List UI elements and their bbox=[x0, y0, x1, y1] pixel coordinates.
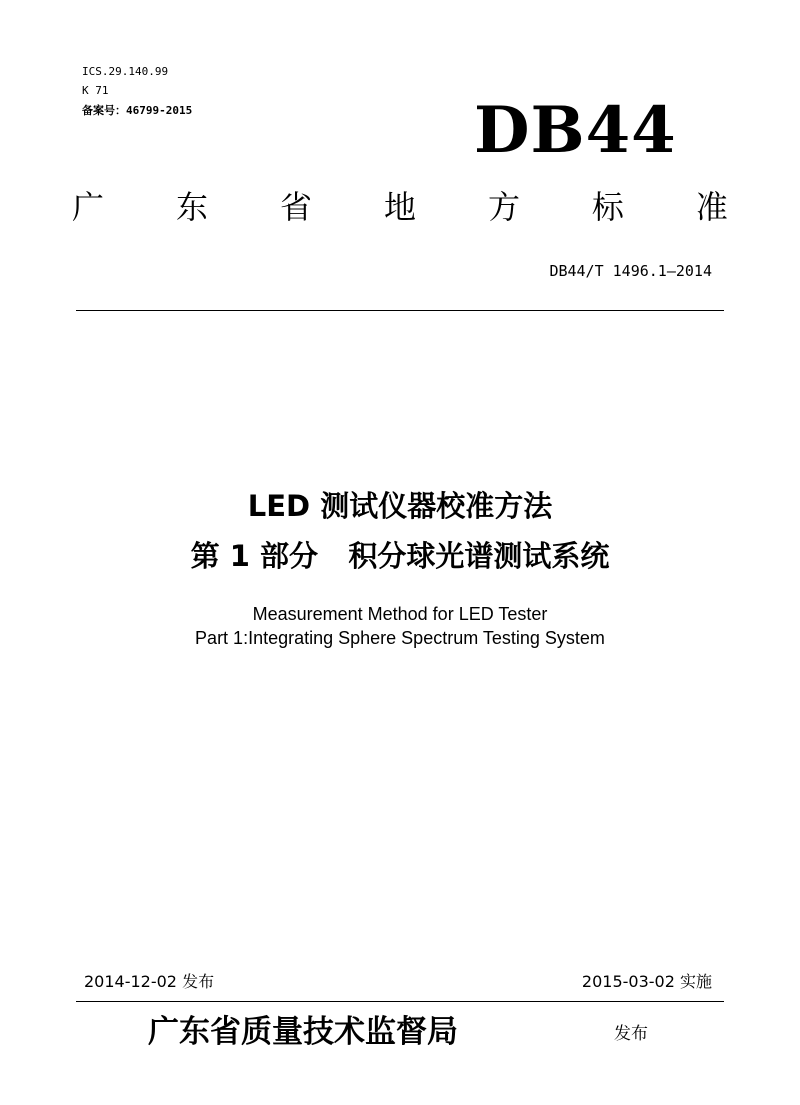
standard-type-heading bbox=[72, 185, 728, 229]
top-divider bbox=[76, 310, 724, 311]
standard-type-char: 省 bbox=[279, 188, 312, 226]
implementation-date: 2015-03-02 实施 bbox=[581, 972, 712, 991]
standard-type-char: 广 bbox=[72, 188, 105, 226]
bottom-divider bbox=[76, 1001, 724, 1002]
english-title-line-2: Part 1:Integrating Sphere Spectrum Testing System bbox=[195, 628, 605, 648]
filing-number: 备案号：46799-2015 bbox=[82, 104, 193, 117]
issue-verb: 发布 bbox=[614, 1024, 648, 1044]
ics-code: ICS.29.140.99 bbox=[82, 65, 169, 78]
issuing-authority: 广东省质量技术监督局 bbox=[148, 1014, 458, 1050]
english-title-line-1: Measurement Method for LED Tester bbox=[252, 604, 548, 624]
standard-type-char: 东 bbox=[175, 188, 208, 226]
standard-type-char: 方 bbox=[487, 188, 520, 226]
issue-date: 2014-12-02 发布 bbox=[84, 972, 215, 991]
chinese-title-line-2: 第 1 部分 积分球光谱测试系统 bbox=[190, 539, 610, 573]
standard-type-char: 地 bbox=[383, 188, 416, 226]
standard-type-char: 准 bbox=[695, 188, 728, 226]
standard-number: DB44/T 1496.1—2014 bbox=[549, 262, 712, 280]
standard-code-logo: DB44 bbox=[474, 93, 677, 168]
classification-code: K 71 bbox=[82, 84, 109, 97]
chinese-title-line-1: LED 测试仪器校准方法 bbox=[247, 489, 553, 523]
standard-type-char: 标 bbox=[591, 188, 624, 226]
